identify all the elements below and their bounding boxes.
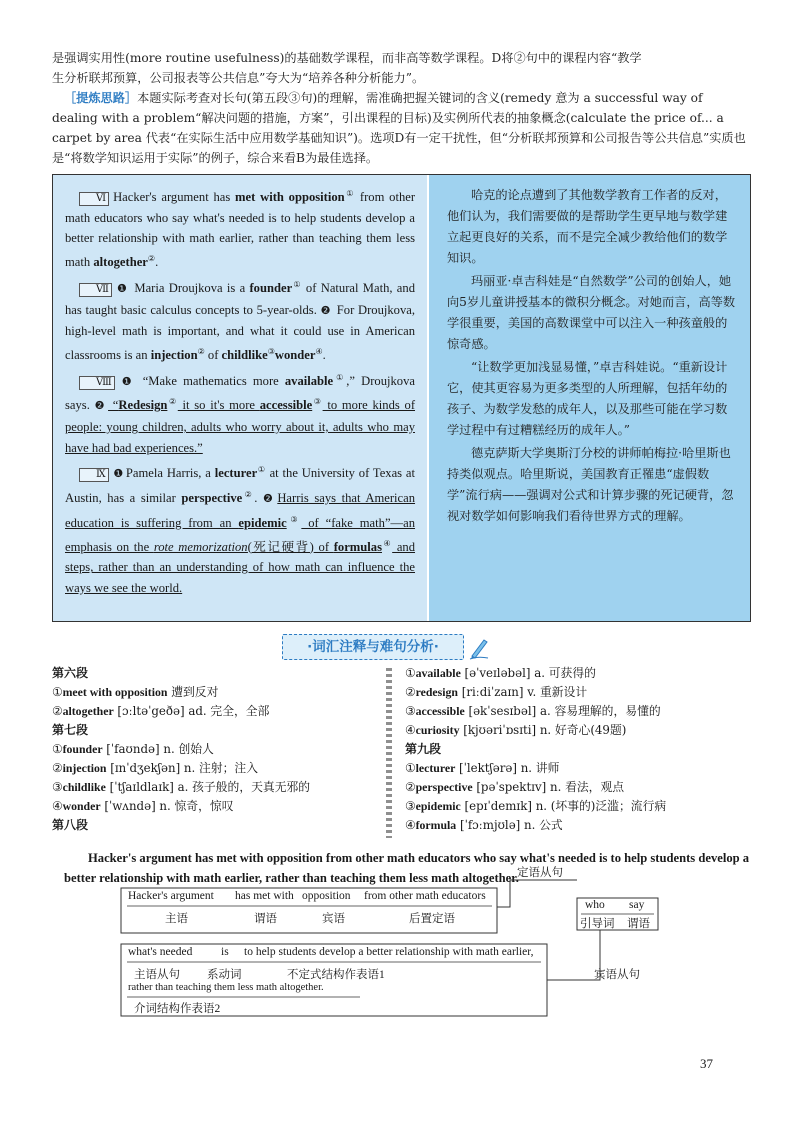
tip-text: 本题实际考查对长句(第五段③句)的理解，需准确把握关键词的含义(remedy 意为 a successful way of dealing with a problem“解决问题的措施，方案”，引出课程的目标)及实例所代表的抽象概念(calculate the price of... a carpet by area 代表“在实际生活中应用数学基础知识”)。选项D有一定干扰性，但“分析联邦预算和公司报告等公共信息”实质也是“将数学知识运用于实际”的例子，综合来看B为最佳选择。 bbox=[52, 91, 746, 165]
analysis-sentence: Hacker's argument has met with opposition from other math educators who say what's needed is to help students develop a better relationship with math earlier, rather than teaching them less math altogether. bbox=[64, 851, 750, 885]
diag-label: 介词结构作表语2 bbox=[134, 1003, 221, 1015]
diag-word: rather than teaching them less math altogether. bbox=[128, 982, 324, 993]
vocab-definition: [əˈveɪləbəl] a. 可获得的 bbox=[460, 666, 596, 680]
diag-word: has met with bbox=[235, 890, 294, 902]
vocab-section-heading: 第六段 bbox=[52, 666, 89, 680]
paragraph-number: Ⅸ bbox=[79, 468, 109, 482]
vocab-entry-number: ③ bbox=[405, 799, 416, 813]
tip-label: ［提炼思路］ bbox=[64, 91, 138, 105]
vocab-definition: [ˈwʌndə] n. 惊奇，惊叹 bbox=[100, 799, 234, 813]
vocab-word: formula bbox=[415, 818, 457, 832]
vocab-entry-number: ① bbox=[405, 761, 416, 775]
vocab-word: accessible bbox=[415, 704, 465, 718]
paragraph-8: Ⅷ ❶ “Make mathematics more available①,” Droujkova says. ❷ “Redesign② it so it's more accessible③ to more kinds of people: young children, adults who worry about it, adults who may have had bad experiences.” bbox=[65, 372, 416, 455]
vocab-entry-number: ③ bbox=[405, 704, 416, 718]
paragraph-number: Ⅶ bbox=[79, 283, 112, 297]
vocab-definition: [ˈtʃaɪldlaɪk] a. 孩子般的，天真无邪的 bbox=[105, 780, 311, 794]
vocab-word: meet with opposition bbox=[62, 685, 168, 699]
vocab-entry-number: ④ bbox=[405, 723, 416, 737]
diag-word: to help students develop a better relationship with math earlier, bbox=[244, 946, 534, 958]
vocab-entry-number: ④ bbox=[405, 818, 416, 832]
translation-paragraph: 德克萨斯大学奥斯汀分校的讲师帕梅拉·哈里斯也持类似观点。哈里斯说，美国教育正罹患“虚假数学”流行病——强调对公式和计算步骤的死记硬背，忽视对数学如何影响我们看待世界方式的理解。 bbox=[447, 446, 734, 523]
diag-word: from other math educators bbox=[364, 890, 486, 902]
vocab-entry-number: ① bbox=[405, 666, 416, 680]
vocab-section-title: ·词汇注释与难句分析· bbox=[282, 634, 464, 660]
paragraph-7: Ⅶ ❶ Maria Droujkova is a founder① of Natural Math, and has taught basic calculus concepts to 5-year-olds. ❷ For Droujkova, high-level math is important, and what it could use in American classrooms is an injection② of childlike③wonder④. bbox=[65, 279, 416, 362]
vocab-definition: [ˈlektʃərə] n. 讲师 bbox=[455, 761, 560, 775]
vocab-word: wonder bbox=[62, 799, 101, 813]
translation-paragraph: 玛丽亚·卓吉科娃是“自然数学”公司的创始人，她向5岁儿童讲授基本的微积分概念。对她而言，高等数学很重要，美国的高数课堂中可以注入一种孩童般的惊奇感。 bbox=[447, 274, 736, 351]
diag-label: 后置定语 bbox=[409, 913, 455, 925]
diag-label: 系动词 bbox=[207, 969, 242, 981]
diag-word: say bbox=[629, 899, 645, 911]
relative-clause-label: 定语从句 bbox=[517, 867, 563, 879]
vocab-word: redesign bbox=[415, 685, 458, 699]
vocab-word: perspective bbox=[415, 780, 473, 794]
vocab-entry-number: ① bbox=[52, 742, 63, 756]
paragraph-9: Ⅸ ❶ Pamela Harris, a lecturer① at the University of Texas at Austin, has a similar perspective②. ❷ Harris says that American education is suffering from an epidemic③ of “fake math”—an emphasis on the rote memorization(死记硬背) of formulas④ and steps, rather than an understanding of how math can influence the ways we see the world. bbox=[65, 465, 416, 595]
translation-paragraph: “让数学更加浅显易懂，”卓吉科娃说。“重新设计它，使其更容易为更多类型的人所理解，包括年幼的孩子、为数学发愁的成年人，以及那些可能在学习数学过程中有过糟糕经历的成年人。” bbox=[447, 360, 728, 437]
diag-word: who bbox=[585, 899, 605, 911]
vocab-word: epidemic bbox=[415, 799, 461, 813]
vocab-definition: [kjʊəriˈɒsɪti] n. 好奇心(49题) bbox=[459, 723, 627, 737]
diag-label: 谓语 bbox=[254, 913, 277, 925]
intro-line-1: 是强调实用性(more routine usefulness)的基础数学课程，而非高等数学课程。D将②句中的课程内容“教学 bbox=[52, 51, 642, 65]
object-clause-label: 宾语从句 bbox=[594, 969, 640, 981]
vocab-entry-number: ③ bbox=[52, 780, 63, 794]
paragraph-6: Ⅵ Hacker's argument has met with opposition① from other math educators who say what's needed is to help students develop a better relationship with math earlier, rather than teaching them less math altogether②. bbox=[65, 189, 416, 270]
vocab-definition: [epɪˈdemɪk] n. (坏事的)泛滥；流行病 bbox=[460, 799, 667, 813]
vocab-word: available bbox=[415, 666, 461, 680]
vocab-word: curiosity bbox=[415, 723, 460, 737]
vocab-definition: [riːdiˈzaɪn] v. 重新设计 bbox=[457, 685, 588, 699]
vocab-section-heading: 第九段 bbox=[405, 742, 442, 756]
vocab-definition: [ˈfɔːmjʊlə] n. 公式 bbox=[456, 818, 563, 832]
vocab-entry-number: ② bbox=[405, 780, 416, 794]
vocab-word: childlike bbox=[62, 780, 106, 794]
vocab-entry-number: ② bbox=[52, 704, 63, 718]
vocab-entry-number: ② bbox=[52, 761, 63, 775]
diag-word: what's needed bbox=[128, 946, 193, 958]
diag-label: 主语 bbox=[165, 913, 188, 925]
intro-line-2: 生分析联邦预算，公司报表等公共信息”夸大为“培养各种分析能力”。 bbox=[52, 71, 425, 85]
paragraph-number: Ⅷ bbox=[79, 376, 115, 390]
page-number: 37 bbox=[700, 1056, 713, 1071]
diag-word: opposition bbox=[302, 890, 351, 902]
diag-label: 主语从句 bbox=[134, 969, 180, 981]
vocab-entry-number: ④ bbox=[52, 799, 63, 813]
vocab-word: founder bbox=[62, 742, 103, 756]
vocab-section-heading: 第八段 bbox=[52, 818, 89, 832]
vocab-definition: [ˈfaʊndə] n. 创始人 bbox=[102, 742, 214, 756]
diag-label: 不定式结构作表语1 bbox=[287, 969, 385, 981]
vocab-entry-number: ① bbox=[52, 685, 63, 699]
diag-label: 宾语 bbox=[322, 913, 345, 925]
vocab-definition: [pəˈspektɪv] n. 看法，观点 bbox=[472, 780, 625, 794]
translation-paragraph: 哈克的论点遭到了其他数学教育工作者的反对，他们认为，我们需要做的是帮助学生更早地与数学建立起更良好的关系，而不是完全减少教给他们的数学知识。 bbox=[447, 188, 728, 265]
diag-word: is bbox=[221, 946, 229, 958]
vocab-word: injection bbox=[62, 761, 107, 775]
vocab-definition: [ɔːltəˈgeðə] ad. 完全，全部 bbox=[113, 704, 270, 718]
vocab-definition: [ɪnˈdʒekʃən] n. 注射；注入 bbox=[106, 761, 259, 775]
diag-label: 谓语 bbox=[627, 918, 650, 930]
vocab-word: lecturer bbox=[415, 761, 456, 775]
vocab-section-heading: 第七段 bbox=[52, 723, 89, 737]
paragraph-number: Ⅵ bbox=[79, 192, 109, 206]
vocab-word: altogether bbox=[62, 704, 114, 718]
vocab-definition: 遭到反对 bbox=[167, 685, 219, 699]
vocab-definition: [əkˈsesɪbəl] a. 容易理解的，易懂的 bbox=[464, 704, 661, 718]
diag-label: 引导词 bbox=[580, 918, 615, 930]
diag-word: Hacker's argument bbox=[128, 890, 214, 902]
vocab-entry-number: ② bbox=[405, 685, 416, 699]
